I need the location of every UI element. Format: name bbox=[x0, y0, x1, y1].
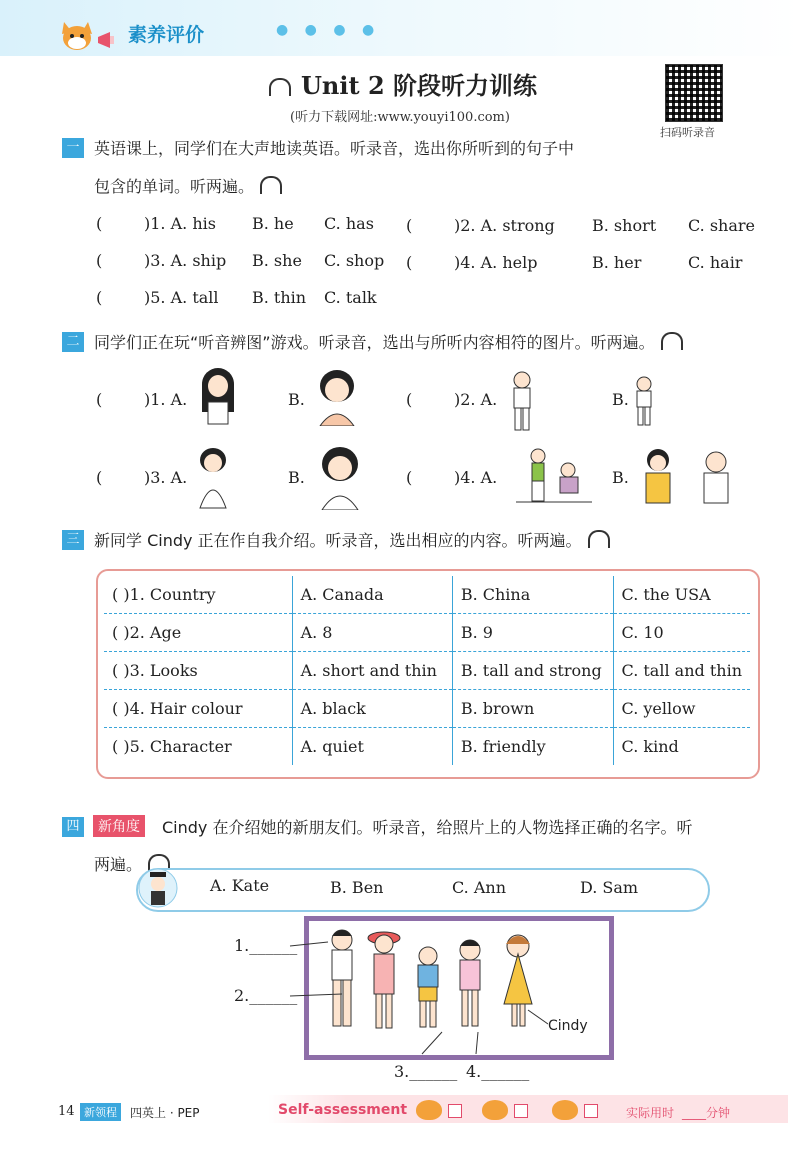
answer-paren[interactable]: ( bbox=[96, 251, 103, 270]
answer-blank-4[interactable]: 4.______ bbox=[466, 1062, 530, 1081]
table-cell: B. 9 bbox=[452, 614, 613, 652]
option-c: C. shop bbox=[324, 251, 385, 270]
fox-face-icon bbox=[552, 1100, 578, 1120]
table-cell: C. kind bbox=[621, 737, 679, 756]
name-option: B. Ben bbox=[330, 878, 384, 897]
option-a: )5. A. tall bbox=[144, 288, 219, 307]
table-row bbox=[104, 576, 750, 614]
option-a: )2. A. bbox=[454, 390, 498, 409]
answer-blank-3[interactable]: 3.______ bbox=[394, 1062, 458, 1081]
answer-paren[interactable]: ( bbox=[406, 216, 413, 235]
table-cell: A. 8 bbox=[292, 614, 452, 652]
name-option: D. Sam bbox=[580, 878, 639, 897]
megaphone-icon bbox=[96, 30, 124, 54]
option-c: C. has bbox=[324, 214, 374, 233]
answer-paren[interactable]: ( bbox=[96, 468, 103, 487]
greeting-picture bbox=[634, 446, 744, 514]
time-unit[interactable]: ____分钟 bbox=[682, 1106, 731, 1120]
name-option: A. Kate bbox=[210, 876, 270, 895]
table-cell: A. quiet bbox=[292, 728, 452, 766]
cindy-label: Cindy bbox=[548, 1018, 588, 1034]
q4-instruction-line2: 两遍。 bbox=[94, 852, 170, 875]
self-assessment-label: Self-assessment bbox=[278, 1102, 408, 1118]
answer-paren[interactable]: ( bbox=[96, 288, 103, 307]
option-a: )3. A. bbox=[144, 468, 188, 487]
option-c: C. hair bbox=[688, 253, 743, 272]
table-cell: B. tall and strong bbox=[452, 652, 613, 690]
headphone-icon bbox=[269, 78, 291, 96]
option-b: B. he bbox=[252, 214, 294, 233]
question-number-badge: 一 bbox=[62, 138, 84, 158]
table-cell: A. short and thin bbox=[292, 652, 452, 690]
headphone-icon bbox=[260, 176, 282, 194]
girl-waving-picture bbox=[312, 446, 368, 514]
download-url: (听力下载网址:www.youyi100.com) bbox=[290, 110, 510, 125]
page-number: 14 bbox=[58, 1104, 75, 1119]
answer-paren[interactable]: ( bbox=[96, 390, 103, 409]
paw-prints-icon: ● ● ● ● bbox=[276, 22, 381, 38]
table-cell: B. friendly bbox=[452, 728, 613, 766]
choice-table bbox=[104, 576, 750, 765]
q1-instruction-line2: 包含的单词。听两遍。 bbox=[94, 174, 282, 197]
fox-mascot-icon bbox=[58, 16, 98, 52]
table-cell[interactable]: ( )3. Looks bbox=[104, 652, 292, 690]
option-b: B. she bbox=[252, 251, 302, 270]
teacher-avatar bbox=[138, 866, 178, 914]
answer-paren[interactable]: ( bbox=[406, 390, 413, 409]
option-b: B. bbox=[288, 390, 305, 409]
table-row bbox=[104, 728, 750, 766]
answer-blank-2[interactable]: 2.______ bbox=[234, 986, 298, 1005]
table-cell: B. China bbox=[452, 576, 613, 614]
table-cell: C. yellow bbox=[613, 690, 750, 728]
table-cell[interactable]: ( )2. Age bbox=[104, 614, 292, 652]
option-a: )1. A. his bbox=[144, 214, 216, 233]
answer-paren[interactable]: ( bbox=[96, 214, 103, 233]
table-row bbox=[104, 614, 750, 652]
boy-standing-picture bbox=[632, 376, 656, 432]
table-cell: A. black bbox=[292, 690, 452, 728]
brand-badge: 新领程 bbox=[80, 1103, 121, 1121]
table-cell: C. tall and thin bbox=[613, 652, 750, 690]
girl-pigtails-picture bbox=[192, 446, 234, 514]
fox-face-icon bbox=[416, 1100, 442, 1120]
question-number-badge: 三 bbox=[62, 530, 84, 550]
table-cell[interactable]: ( )4. Hair colour bbox=[104, 690, 292, 728]
fox-face-icon bbox=[482, 1100, 508, 1120]
name-option: C. Ann bbox=[452, 878, 507, 897]
option-a: )4. A. help bbox=[454, 253, 538, 272]
girl-long-hair-picture bbox=[194, 366, 242, 434]
option-b: B. bbox=[288, 468, 305, 487]
assessment-checkbox[interactable] bbox=[584, 1104, 598, 1118]
table-cell: A. Canada bbox=[292, 576, 452, 614]
option-a: )3. A. ship bbox=[144, 251, 227, 270]
girl-short-hair-picture bbox=[312, 366, 362, 430]
answer-paren[interactable]: ( bbox=[406, 468, 413, 487]
option-b: B. bbox=[612, 390, 629, 409]
assessment-checkbox[interactable] bbox=[514, 1104, 528, 1118]
headphone-icon bbox=[588, 530, 610, 548]
option-a: )1. A. bbox=[144, 390, 188, 409]
option-a: )2. A. strong bbox=[454, 216, 555, 235]
question-number-badge: 四 bbox=[62, 817, 84, 837]
headphone-icon bbox=[661, 332, 683, 350]
q2-instruction: 同学们正在玩“听音辨图”游戏。听录音，选出与所听内容相符的图片。听两遍。 bbox=[94, 330, 683, 353]
table-cell[interactable]: ( )5. Character bbox=[104, 728, 292, 766]
qr-caption: 扫码听录音 bbox=[660, 126, 715, 139]
qr-code[interactable] bbox=[665, 64, 723, 122]
table-row bbox=[104, 652, 750, 690]
option-b: B. her bbox=[592, 253, 642, 272]
section-label: 素养评价 bbox=[128, 24, 205, 46]
table-cell: C. 10 bbox=[613, 614, 750, 652]
time-label: 实际用时 bbox=[626, 1106, 675, 1120]
table-cell[interactable]: ( )1. Country bbox=[104, 576, 292, 614]
option-c: C. share bbox=[688, 216, 756, 235]
answer-blank-1[interactable]: 1.______ bbox=[234, 936, 298, 955]
q1-instruction: 英语课上，同学们在大声地读英语。听录音，选出你所听到的句子中 bbox=[94, 139, 575, 158]
table-row bbox=[104, 690, 750, 728]
question-number-badge: 二 bbox=[62, 332, 84, 352]
page-title: Unit 2 阶段听力训练 bbox=[0, 66, 800, 101]
new-angle-tag: 新角度 bbox=[93, 815, 145, 837]
table-cell: B. brown bbox=[452, 690, 613, 728]
table-cell: C. the USA bbox=[613, 576, 750, 614]
option-c: C. talk bbox=[324, 288, 377, 307]
assessment-checkbox[interactable] bbox=[448, 1104, 462, 1118]
option-b: B. thin bbox=[252, 288, 307, 307]
book-label: 四英上 · PEP bbox=[130, 1106, 200, 1120]
helping-picture bbox=[516, 446, 592, 510]
option-b: B. bbox=[612, 468, 629, 487]
option-a: )4. A. bbox=[454, 468, 498, 487]
pointer-lines bbox=[280, 936, 580, 1060]
boy-waving-picture bbox=[504, 370, 540, 438]
option-b: B. short bbox=[592, 216, 657, 235]
q3-instruction: 新同学 Cindy 正在作自我介绍。听录音，选出相应的内容。听两遍。 bbox=[94, 528, 610, 551]
q4-instruction: Cindy 在介绍她的新朋友们。听录音，给照片上的人物选择正确的名字。听 bbox=[162, 818, 693, 837]
answer-paren[interactable]: ( bbox=[406, 253, 413, 272]
